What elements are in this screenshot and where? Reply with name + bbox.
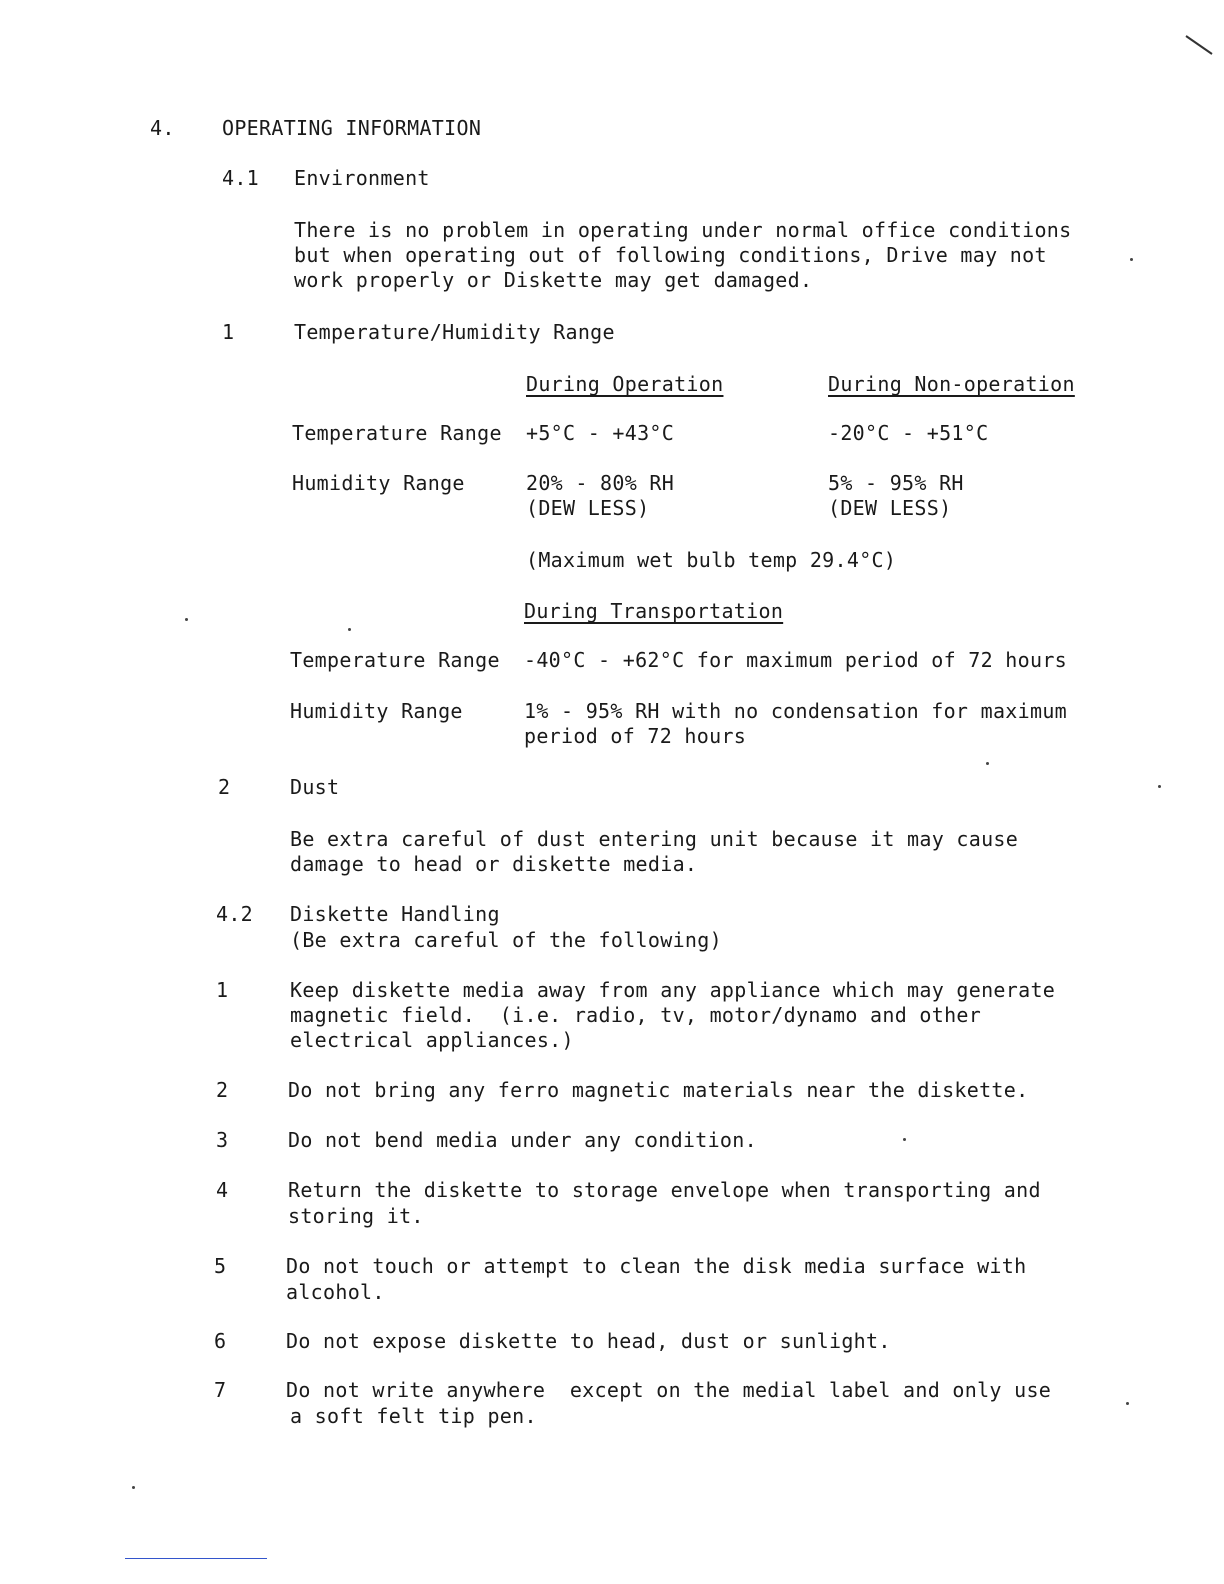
- transport-heading: During Transportation: [524, 599, 784, 623]
- transport-humidity-label: Humidity Range: [290, 699, 463, 723]
- temperature-label: Temperature Range: [292, 421, 502, 445]
- list-item-line: Do not expose diskette to head, dust or sunlight.: [286, 1329, 891, 1353]
- environment-intro-line-3: work properly or Diskette may get damaged.: [294, 268, 813, 292]
- list-item-number: 1: [216, 978, 229, 1002]
- scan-speck: [1130, 258, 1133, 261]
- list-item-line: a soft felt tip pen.: [290, 1404, 537, 1428]
- transport-humidity-line-1: 1% - 95% RH with no condensation for maximum: [524, 699, 1068, 723]
- list-item-line: Do not bring any ferro magnetic materials near the diskette.: [288, 1078, 1029, 1102]
- list-item-number: 4: [216, 1178, 229, 1202]
- dust-text-line-2: damage to head or diskette media.: [290, 852, 698, 876]
- temperature-operation: +5°C - +43°C: [526, 421, 675, 445]
- list-item-number: 6: [214, 1329, 227, 1353]
- list-item-line: Do not touch or attempt to clean the disk media surface with: [286, 1254, 1027, 1278]
- transport-temperature: -40°C - +62°C for maximum period of 72 hours: [524, 648, 1068, 672]
- humidity-non-operation-line-2: (DEW LESS): [828, 496, 952, 520]
- list-item-number: 5: [214, 1254, 227, 1278]
- section-title: OPERATING INFORMATION: [222, 116, 482, 140]
- list-item-line: alcohol.: [286, 1280, 385, 1304]
- environment-intro-line-1: There is no problem in operating under normal office conditions: [294, 218, 1072, 242]
- humidity-operation-line-2: (DEW LESS): [526, 496, 650, 520]
- scan-speck: [986, 762, 989, 765]
- humidity-non-operation-line-1: 5% - 95% RH: [828, 471, 964, 495]
- item-number: 2: [218, 775, 231, 799]
- scan-speck: [348, 628, 351, 631]
- list-item-line: Do not bend media under any condition.: [288, 1128, 757, 1152]
- column-header-non-operation: During Non-operation: [828, 372, 1075, 396]
- wet-bulb-note: (Maximum wet bulb temp 29.4°C): [526, 548, 897, 572]
- list-item-line: electrical appliances.): [290, 1028, 574, 1052]
- environment-intro-line-2: but when operating out of following conditions, Drive may not: [294, 243, 1047, 267]
- temperature-non-operation: -20°C - +51°C: [828, 421, 989, 445]
- humidity-operation-line-1: 20% - 80% RH: [526, 471, 675, 495]
- list-item-line: magnetic field. (i.e. radio, tv, motor/dynamo and other: [290, 1003, 982, 1027]
- scan-speck: [1158, 785, 1161, 788]
- subsection-subtitle: (Be extra careful of the following): [290, 928, 722, 952]
- list-item-number: 7: [214, 1378, 227, 1402]
- item-title: Dust: [290, 775, 340, 799]
- transport-humidity-line-2: period of 72 hours: [524, 724, 747, 748]
- scan-speck: [1126, 1402, 1129, 1405]
- list-item-line: Do not write anywhere except on the medial label and only use: [286, 1378, 1052, 1402]
- subsection-number: 4.1: [222, 166, 260, 190]
- section-number: 4.: [150, 116, 175, 140]
- transport-temperature-label: Temperature Range: [290, 648, 500, 672]
- item-title: Temperature/Humidity Range: [294, 320, 615, 344]
- list-item-line: Return the diskette to storage envelope when transporting and: [288, 1178, 1041, 1202]
- scan-speck: [132, 1486, 135, 1489]
- list-item-line: Keep diskette media away from any appliance which may generate: [290, 978, 1056, 1002]
- subsection-title: Environment: [294, 166, 430, 190]
- scan-speck: [185, 618, 188, 621]
- scan-rule-line: [125, 1558, 267, 1559]
- humidity-label: Humidity Range: [292, 471, 465, 495]
- list-item-number: 2: [216, 1078, 229, 1102]
- scan-speck: [903, 1138, 906, 1141]
- column-header-operation: During Operation: [526, 372, 724, 396]
- list-item-number: 3: [216, 1128, 229, 1152]
- subsection-title: Diskette Handling: [290, 902, 500, 926]
- subsection-number: 4.2: [216, 902, 254, 926]
- item-number: 1: [222, 320, 235, 344]
- scan-mark-stroke: [1184, 34, 1214, 58]
- dust-text-line-1: Be extra careful of dust entering unit because it may cause: [290, 827, 1019, 851]
- list-item-line: storing it.: [288, 1204, 424, 1228]
